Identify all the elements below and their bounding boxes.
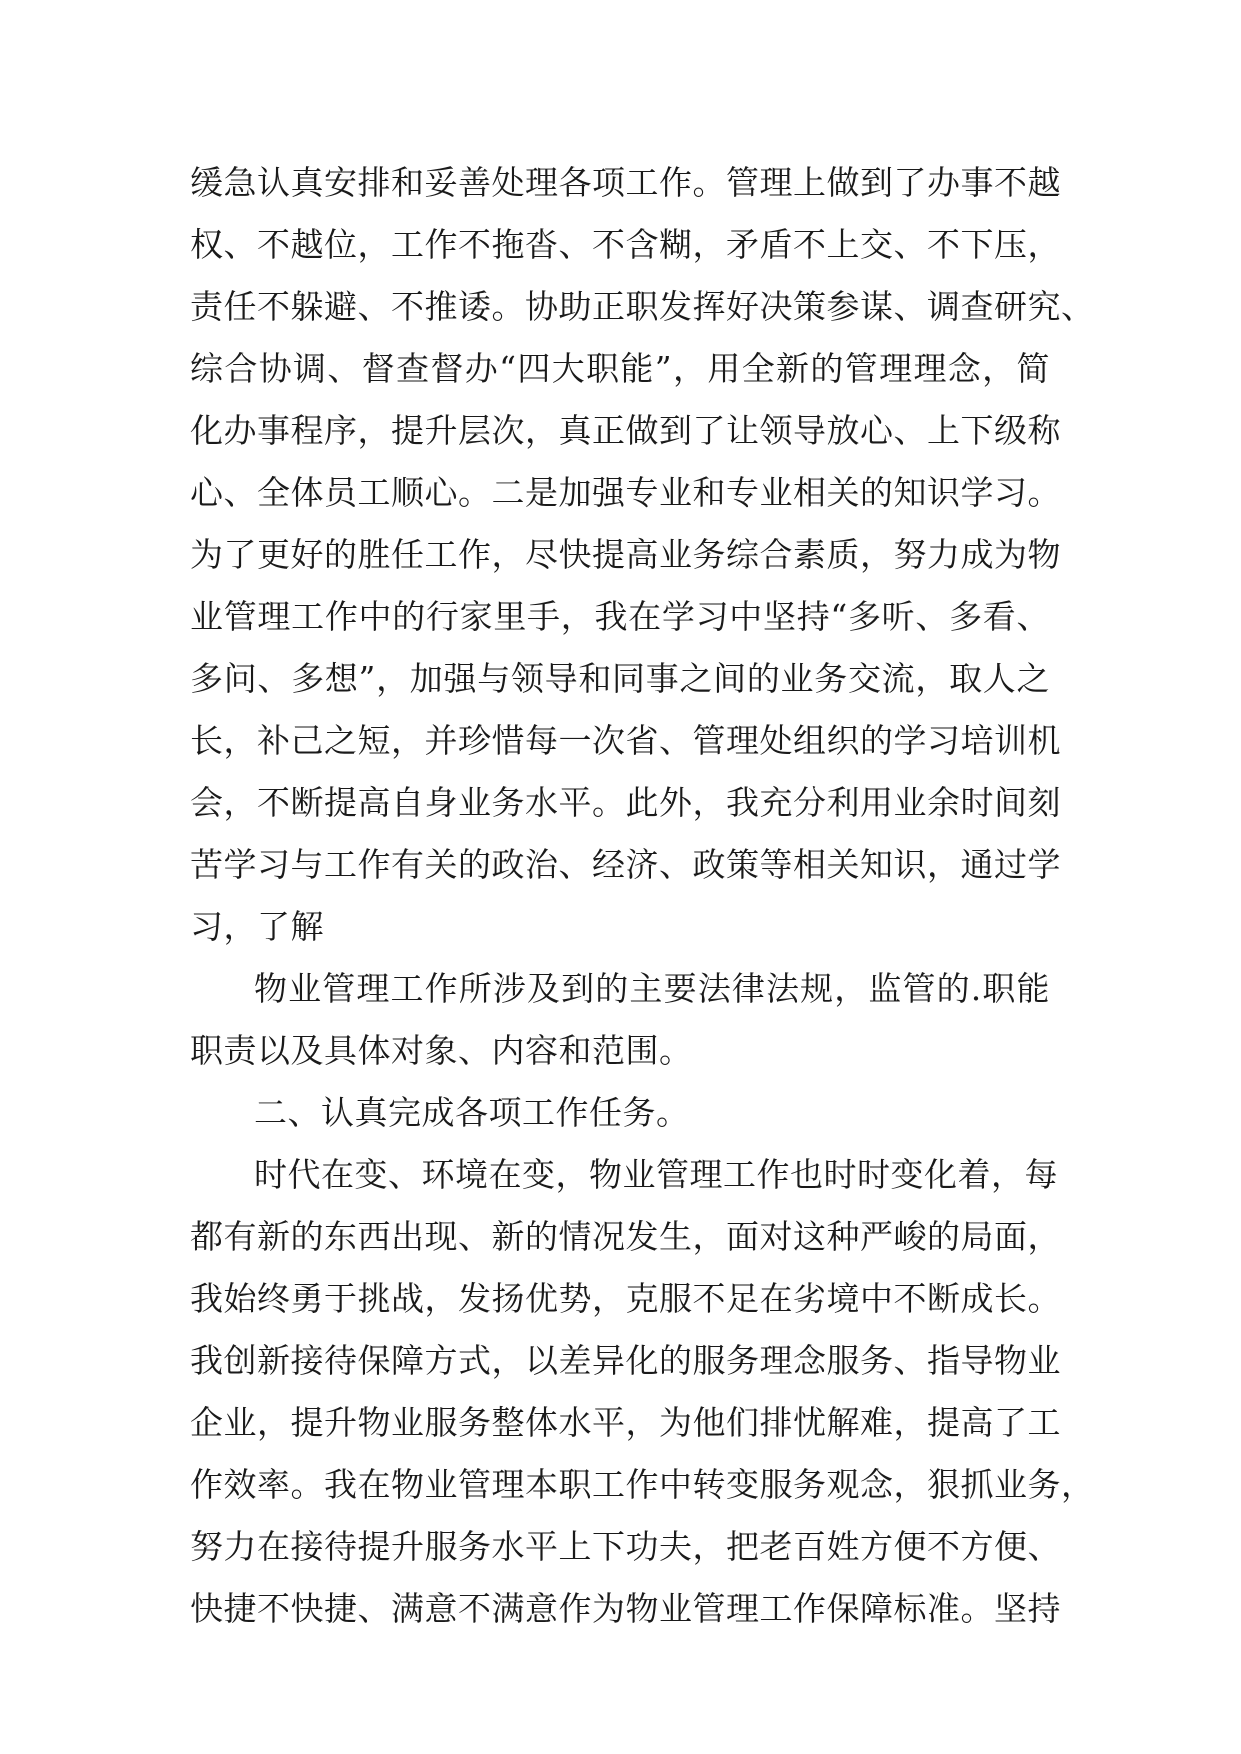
text-line: 都有新的东西出现、新的情况发生，面对这种严峻的局面， [190,1217,1061,1256]
text-line: 习，了解 [190,907,324,946]
text-line: 责任不躲避、不推诿。协助正职发挥好决策参谋、调查研究、 [190,287,1095,326]
text-line: 我创新接待保障方式，以差异化的服务理念服务、指导物业 [190,1341,1061,1380]
text-line: 缓急认真安排和妥善处理各项工作。管理上做到了办事不越 [190,163,1061,202]
text-line: 企业，提升物业服务整体水平，为他们排忧解难，提高了工 [190,1403,1061,1442]
text-line: 快捷不快捷、满意不满意作为物业管理工作保障标准。坚持 [190,1589,1061,1628]
text-line: 业管理工作中的行家里手，我在学习中坚持“多听、多看、 [190,597,1050,636]
text-line: 权、不越位，工作不拖沓、不含糊，矛盾不上交、不下压， [190,225,1061,264]
text-line: 长，补己之短，并珍惜每一次省、管理处组织的学习培训机 [190,721,1061,760]
text-line: 作效率。我在物业管理本职工作中转变服务观念，狠抓业务， [190,1465,1095,1504]
text-line: 我始终勇于挑战，发扬优势，克服不足在劣境中不断成长。 [190,1279,1061,1318]
paragraph-start-line: 物业管理工作所涉及到的主要法律法规，监管的.职能 [254,969,1050,1008]
document-body [190,152,1095,1640]
text-line: 苦学习与工作有关的政治、经济、政策等相关知识，通过学 [190,845,1061,884]
paragraph-start-line: 时代在变、环境在变，物业管理工作也时时变化着，每 [254,1155,1058,1194]
text-line: 多问、多想”，加强与领导和同事之间的业务交流，取人之 [190,659,1050,698]
text-line: 心、全体员工顺心。二是加强专业和专业相关的知识学习。 [190,473,1061,512]
text-line: 努力在接待提升服务水平上下功夫，把老百姓方便不方便、 [190,1527,1061,1566]
section-heading: 二、认真完成各项工作任务。 [254,1093,690,1132]
text-line: 会，不断提高自身业务水平。此外，我充分利用业余时间刻 [190,783,1061,822]
text-line: 职责以及具体对象、内容和范围。 [190,1031,693,1070]
text-line: 为了更好的胜任工作，尽快提高业务综合素质，努力成为物 [190,535,1061,574]
text-line: 综合协调、督查督办“四大职能”，用全新的管理理念，简 [190,349,1050,388]
text-line: 化办事程序，提升层次，真正做到了让领导放心、上下级称 [190,411,1061,450]
